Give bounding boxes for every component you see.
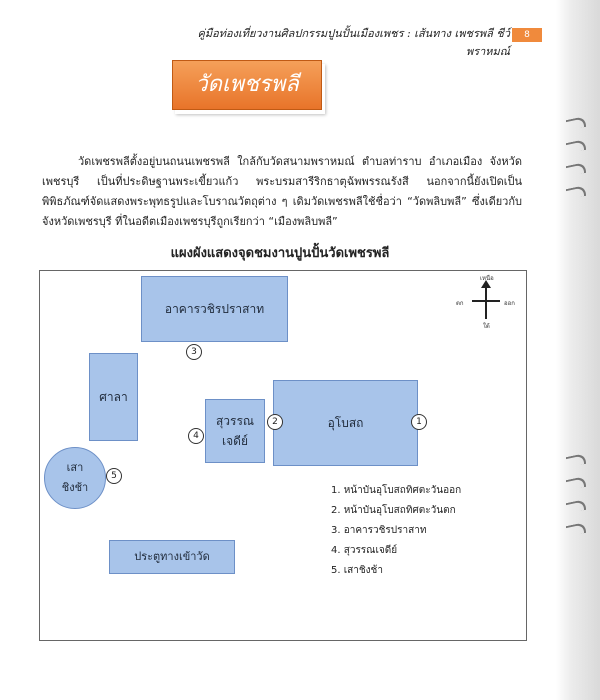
building-vihara: [141, 276, 288, 342]
intro-text: วัดเพชรพลีตั้งอยู่บนถนนเพชรพลี ใกล้กับวัดสนามพราหมณ์ ตำบลท่าราบ อำเภอเมือง จังหวัดเพชรบุรี เป็นที่ประดิษฐานพระเขี้ยวแก้ว พระบรมสารีริกธาตุฉัพพรรณรังสี นอกจากนี้ยังเปิดเป็นพิพิธภัณฑ์จัดแสดงพระพุทธรูปและโบราณวัตถุต่าง ๆ เดิมวัดเพชรพลีใช้ชื่อว่า “วัดพลิบพลี” ซึ่งเดียวกับจังหวัดเพชรบุรี ที่ในอดีตเมืองเพชรบุรีถูกเรียกว่า “เมืองพลิบพลี”: [42, 155, 522, 228]
marker-3: 3: [186, 344, 202, 360]
running-header: คู่มือท่องเที่ยวงานศิลปกรรมปูนปั้นเมืองเพชร : เส้นทาง เพชรพลี ชีว์ พราหมณ์: [197, 27, 510, 58]
compass-west: ตก: [456, 300, 464, 307]
giant-swing-pole: [44, 447, 106, 509]
compass-south: ใต้: [483, 323, 490, 330]
entrance-gate: [109, 540, 235, 574]
title-banner: [172, 60, 322, 110]
building-sala: [89, 353, 138, 441]
legend-item: 5. เสาชิงช้า: [331, 565, 383, 576]
marker-1: 1: [411, 414, 427, 430]
legend-item: 3. อาคารวชิรปราสาท: [331, 525, 427, 536]
building-sala-label: ศาลา: [99, 390, 128, 404]
page-edge-shadow: [556, 0, 600, 700]
legend-item: 1. หน้าบันอุโบสถทิศตะวันออก: [331, 485, 462, 496]
entrance-gate-label: ประตูทางเข้าวัด: [134, 550, 210, 563]
compass-north: เหนือ: [480, 275, 494, 282]
building-chedi-label: สุวรรณ เจดีย์: [215, 414, 255, 448]
building-chedi: [205, 399, 265, 463]
page-title: วัดเพชรพลี: [195, 72, 299, 97]
temple-map: [39, 270, 527, 641]
legend-item: 2. หน้าบันอุโบสถทิศตะวันตก: [331, 505, 456, 516]
intro-paragraph: [42, 152, 522, 232]
building-vihara-label: อาคารวชิรปราสาท: [164, 302, 265, 316]
marker-2: 2: [267, 414, 283, 430]
compass-east: ออก: [504, 300, 515, 307]
giant-swing-label: เสา ชิงช้า: [61, 461, 89, 494]
compass-horizontal: [472, 300, 500, 302]
binding-rings-bottom: [566, 455, 586, 547]
building-ubosot-label: อุโบสถ: [327, 416, 364, 430]
compass: [450, 273, 515, 333]
map-legend: [331, 481, 461, 581]
page-number: 8: [512, 28, 542, 42]
binding-rings-top: [566, 118, 586, 210]
marker-5: 5: [106, 468, 122, 484]
legend-item: 4. สุวรรณเจดีย์: [331, 545, 398, 556]
map-title: แผงผังแสดงจุดชมงานปูนปั้นวัดเพชรพลี: [170, 246, 390, 261]
marker-4: 4: [188, 428, 204, 444]
building-ubosot: [273, 380, 418, 466]
